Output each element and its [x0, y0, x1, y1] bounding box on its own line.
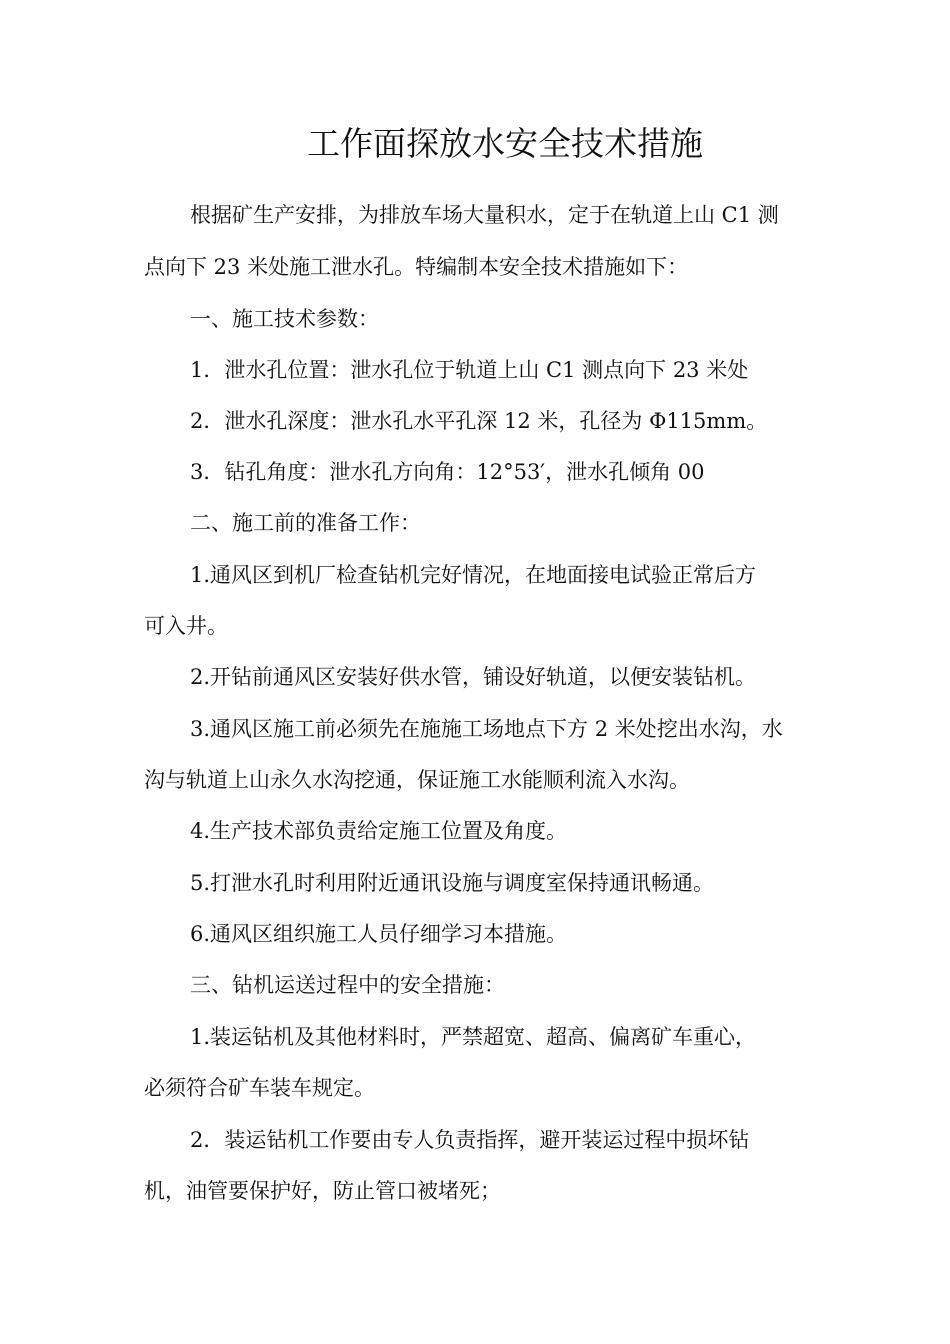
list-item: 5.打泄水孔时利用附近通讯设施与调度室保持通讯畅通。: [190, 871, 715, 895]
list-item: 2.开钻前通风区安装好供水管，铺设好轨道，以便安装钻机。: [190, 665, 757, 689]
section-heading: 一、施工技术参数：: [190, 307, 379, 331]
list-item: 1.装运钻机及其他材料时，严禁超宽、超高、偏离矿车重心，: [190, 1025, 757, 1049]
list-item: 6.通风区组织施工人员仔细学习本措施。: [190, 922, 568, 946]
list-item: 2．泄水孔深度：泄水孔水平孔深 12 米，孔径为 Φ115mm。: [190, 409, 768, 433]
list-item: 1.通风区到机厂检查钻机完好情况，在地面接电试验正常后方: [190, 563, 757, 587]
list-item: 1．泄水孔位置：泄水孔位于轨道上山 C1 测点向下 23 米处: [190, 358, 749, 382]
paragraph-line: 点向下 23 米处施工泄水孔。特编制本安全技术措施如下：: [144, 255, 689, 279]
section-heading: 三、钻机运送过程中的安全措施：: [190, 973, 505, 997]
list-item: 2．装运钻机工作要由专人负责指挥，避开装运过程中损坏钻: [190, 1128, 750, 1152]
paragraph-line: 根据矿生产安排，为排放车场大量积水，定于在轨道上山 C1 测: [190, 203, 779, 227]
list-item-continuation: 必须符合矿车装车规定。: [144, 1076, 375, 1100]
list-item: 3.通风区施工前必须先在施施工场地点下方 2 米处挖出水沟，水: [190, 717, 783, 741]
list-item-continuation: 沟与轨道上山永久水沟挖通，保证施工水能顺利流入水沟。: [144, 768, 690, 792]
list-item: 4.生产技术部负责给定施工位置及角度。: [190, 819, 568, 843]
list-item-continuation: 机，油管要保护好，防止管口被堵死；: [144, 1179, 501, 1203]
section-heading: 二、施工前的准备工作：: [190, 511, 421, 535]
document-title: 工作面探放水安全技术措施: [307, 124, 703, 163]
list-item-continuation: 可入井。: [144, 614, 228, 638]
list-item: 3．钻孔角度：泄水孔方向角：12°53′，泄水孔倾角 00: [190, 460, 705, 484]
